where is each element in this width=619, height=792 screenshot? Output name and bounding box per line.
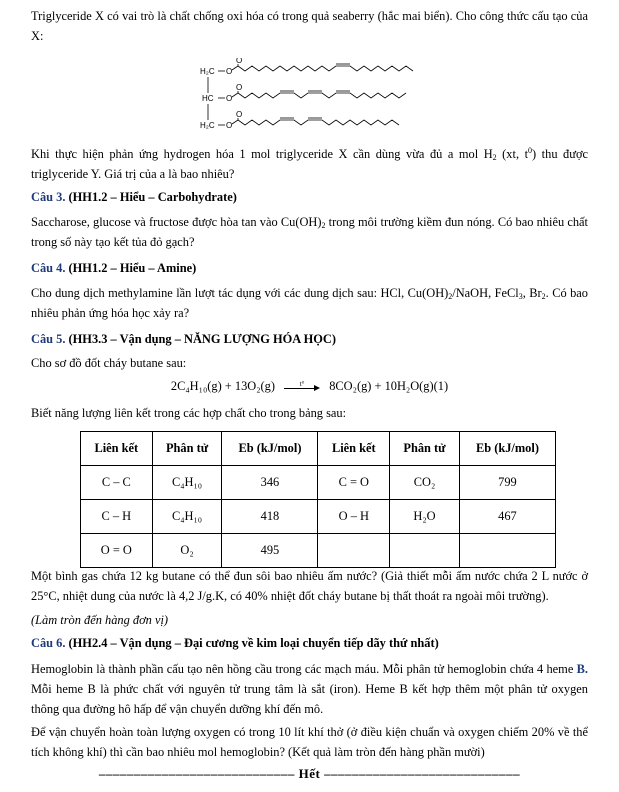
question-3-text: Saccharose, glucose và fructose được hòa tan vào $Cu(OH)_2$ trong môi trường kiềm đun nóng. Có bao nhiêu chất trong số này tạo kết tủa đỏ gạch? [31,215,589,249]
intro-paragraph: Triglyceride X có vai trò là chất chống oxi hóa có trong quả seaberry (hắc mai biển). Cho công thức cấu tạo của X: [31,9,588,43]
oxygen-atom-2: O [226,94,233,103]
fatty-chain-3 [238,120,399,125]
table-cell: C₄H₁₀ [152,466,222,500]
table-cell [318,534,390,568]
end-marker: –––––––––––––––––––––––––––– Hết –––––––––––––––––––––––––––– [98,766,521,781]
oxygen-atom-1: O [226,67,233,76]
reaction-arrow-icon [284,382,320,392]
table-cell: 799 [459,466,555,500]
question-6-paragraph-2: Để vận chuyển hoàn toàn lượng oxygen có trong 10 lít khí thở (ở điều kiện chuẩn và oxygen chiếm 20% về thể tích không khí) thì cần bao nhiêu mol hemoglobin? (Kết quả làm tròn đến hàng phần mười) [31,725,588,759]
table-header: Phân tử [390,432,460,466]
table-cell [459,534,555,568]
table-header: Eb (kJ/mol) [222,432,318,466]
table-row [81,534,556,568]
table-cell: O – H [318,500,390,534]
triglyceride-structure [198,58,423,136]
table-cell: C₄H₁₀ [152,500,222,534]
table-cell: O = O [81,534,153,568]
table-header: Liên kết [81,432,153,466]
table-cell [390,534,460,568]
table-cell: 418 [222,500,318,534]
table-cell: C – H [81,500,153,534]
question-6-heading: Câu 6. (HH2.4 – Vận dụng – Đại cương về kim loại chuyển tiếp dãy thứ nhất) [31,636,439,650]
table-header-row [81,432,556,466]
question-5-lead: Cho sơ đồ đốt cháy butane sau: [31,356,187,370]
table-cell: H₂O [390,500,460,534]
combustion-equation [0,376,619,396]
equation-left: 2C₄H₁₀(g) + 13O₂(g) [170,379,275,393]
q2-paragraph: Khi thực hiện phản ứng hydrogen hóa 1 mol triglyceride X cần dùng vừa đủ a mol $H_2$ (xt, $t^0$) thu được triglyceride Y. Giá trị của a là bao nhiêu? [31,146,589,181]
reaction-condition: t° [299,380,305,389]
equation-right: 8CO₂(g) + 10H₂O(g)(1) [329,379,449,393]
fatty-chain-2 [238,93,406,98]
table-cell: C = O [318,466,390,500]
question-5-heading: Câu 5. (HH3.3 – Vận dụng – NĂNG LƯỢNG HÓA HỌC) [31,332,337,346]
table-cell: O₂ [152,534,222,568]
table-cell: C – C [81,466,153,500]
question-5-note: (Làm tròn đến hàng đơn vị) [31,613,169,627]
carbonyl-o-2: O [236,83,243,92]
table-cell: 346 [222,466,318,500]
question-6-paragraph-1: Hemoglobin là thành phần cấu tạo nên hồng cầu trong các mạch máu. Mỗi phân tử hemoglobin chứa 4 heme B. Mỗi heme B là phức chất với nguyên tử trung tâm là sắt (iron). Heme B kết hợp thêm một phân tử oxygen thông qua đường hô hấp để vận chuyển dưỡng khí đến mô. [31,662,588,716]
table-cell: 495 [222,534,318,568]
structure-label-2: HC [202,94,214,103]
table-row [81,466,556,500]
question-4-text: Cho dung dịch methylamine lần lượt tác dụng với các dung dịch sau: HCl, $Cu(OH)_2$/NaOH, FeCl$_3$, $Br_2$. Có bao nhiêu phản ứng hóa học xảy ra? [31,286,588,320]
table-intro: Biết năng lượng liên kết trong các hợp chất cho trong bảng sau: [31,406,347,420]
question-4-heading: Câu 4. (HH1.2 – Hiểu – Amine) [31,261,197,275]
bond-energy-table [80,431,556,568]
carbonyl-o-3: O [236,110,243,119]
question-3-heading: Câu 3. (HH1.2 – Hiểu – Carbohydrate) [31,190,237,204]
table-cell: CO₂ [390,466,460,500]
fatty-chain-1 [238,66,413,71]
table-header: Phân tử [152,432,222,466]
carbonyl-o-1: O [236,58,243,65]
structure-label-3: H₂C [200,121,215,130]
question-5-problem: Một bình gas chứa 12 kg butane có thể đun sôi bao nhiêu ấm nước? (Giả thiết mỗi ấm nước chứa 2 L nước ở 25°C, nhiệt dung của nước là 4,2 J/g.K, có 40% nhiệt đốt cháy butane bị thất thoát ra ngoài môi trường). [31,569,588,603]
table-cell: 467 [459,500,555,534]
table-header: Eb (kJ/mol) [459,432,555,466]
oxygen-atom-3: O [226,121,233,130]
table-row [81,500,556,534]
table-header: Liên kết [318,432,390,466]
end-label: Hết [298,766,321,781]
structure-label-1: H₂C [200,67,215,76]
